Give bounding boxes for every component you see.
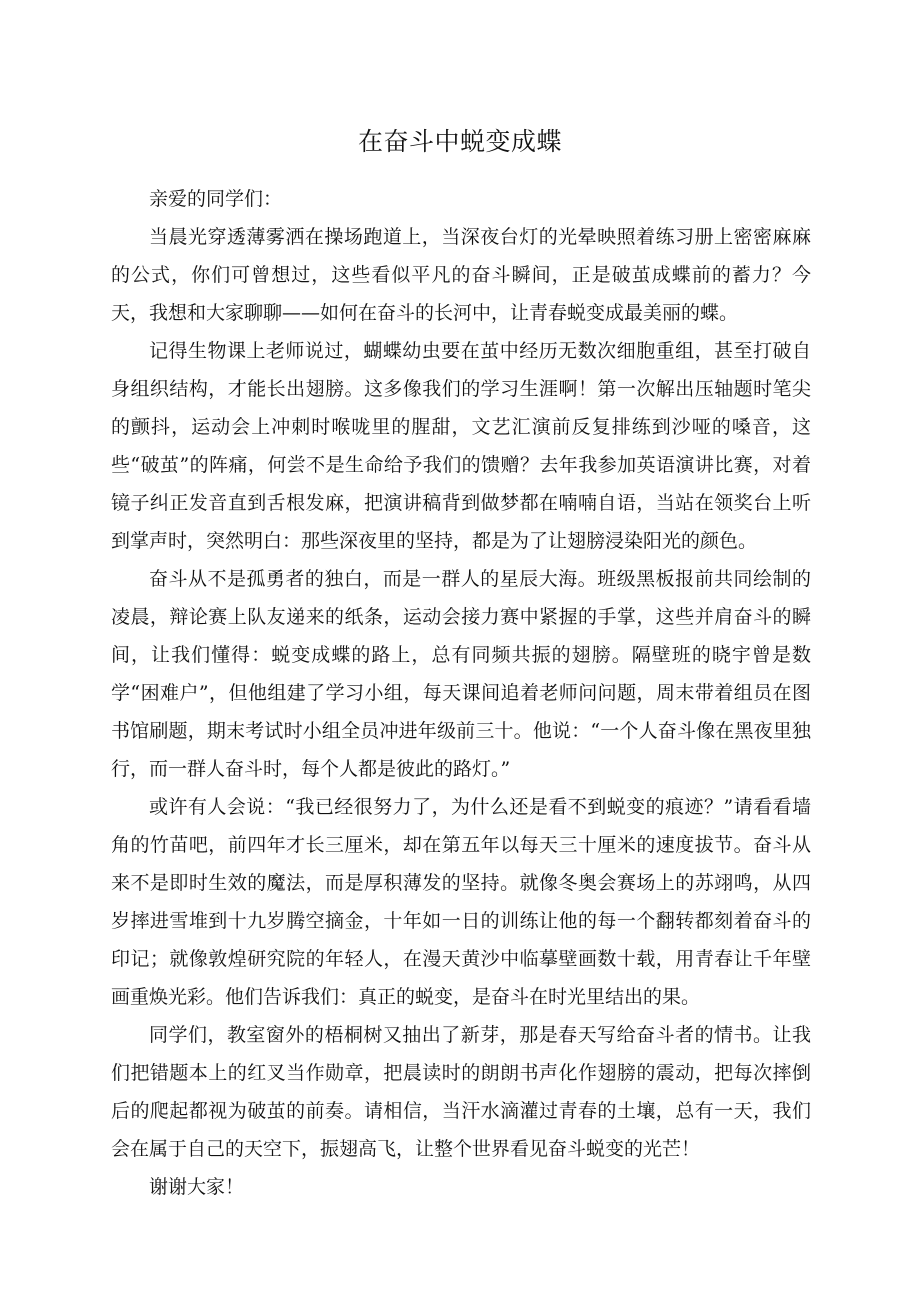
salutation: 亲爱的同学们： [149, 188, 283, 210]
paragraph-3: 奋斗从不是孤勇者的独白，而是一群人的星辰大海。班级黑板报前共同绘制的凌晨，辩论赛上队友递来的纸条，运动会接力赛中紧握的手掌，这些并肩奋斗的瞬间，让我们懂得：蜕变成蝶的路上，总有同频共振的翅膀。隔壁班的晓宇曾是数学“困难户”，但他组建了学习小组，每天课间追着老师问问题，周末带着组员在图书馆刷题，期末考试时小组全员冲进年级前三十。他说：“一个人奋斗像在黑夜里独行，而一群人奋斗时，每个人都是彼此的路灯。” [111, 568, 811, 780]
paragraph-2: 记得生物课上老师说过，蝴蝶幼虫要在茧中经历无数次细胞重组，甚至打破自身组织结构，才能长出翅膀。这多像我们的学习生涯啊！第一次解出压轴题时笔尖的颤抖，运动会上冲刺时喉咙里的腥甜，文艺汇演前反复排练到沙哑的嗓音，这些“破茧”的阵痛，何尝不是生命给予我们的馈赠？去年我参加英语演讲比赛，对着镜子纠正发音直到舌根发麻，把演讲稿背到做梦都在喃喃自语，当站在领奖台上听到掌声时，突然明白：那些深夜里的坚持，都是为了让翅膀浸染阳光的颜色。 [111, 340, 811, 552]
document-title: 在奋斗中蜕变成蝶 [357, 127, 562, 156]
paragraph-1: 当晨光穿透薄雾洒在操场跑道上，当深夜台灯的光晕映照着练习册上密密麻麻的公式，你们可曾想过，这些看似平凡的奋斗瞬间，正是破茧成蝶前的蓄力？今天，我想和大家聊聊——如何在奋斗的长河中，让青春蜕变成最美丽的蝶。 [111, 226, 811, 324]
paragraph-4: 或许有人会说：“我已经很努力了，为什么还是看不到蜕变的痕迹？”请看看墙角的竹苗吧，前四年才长三厘米，却在第五年以每天三十厘米的速度拔节。奋斗从来不是即时生效的魔法，而是厚积薄发的坚持。就像冬奥会赛场上的苏翊鸣，从四岁摔进雪堆到十九岁腾空摘金，十年如一日的训练让他的每一个翻转都刻着奋斗的印记；就像敦煌研究院的年轻人，在漫天黄沙中临摹壁画数十载，用青春让千年壁画重焕光彩。他们告诉我们：真正的蜕变，是奋斗在时光里结出的果。 [111, 796, 811, 1008]
document-body [111, 180, 811, 1206]
paragraph-5: 同学们，教室窗外的梧桐树又抽出了新芽，那是春天写给奋斗者的情书。让我们把错题本上的红叉当作勋章，把晨读时的朗朗书声化作翅膀的震动，把每次摔倒后的爬起都视为破茧的前奏。请相信，当汗水滴灌过青春的土壤，总有一天，我们会在属于自己的天空下，振翅高飞，让整个世界看见奋斗蜕变的光芒！ [111, 1024, 811, 1160]
closing-remark: 谢谢大家！ [149, 1176, 245, 1198]
